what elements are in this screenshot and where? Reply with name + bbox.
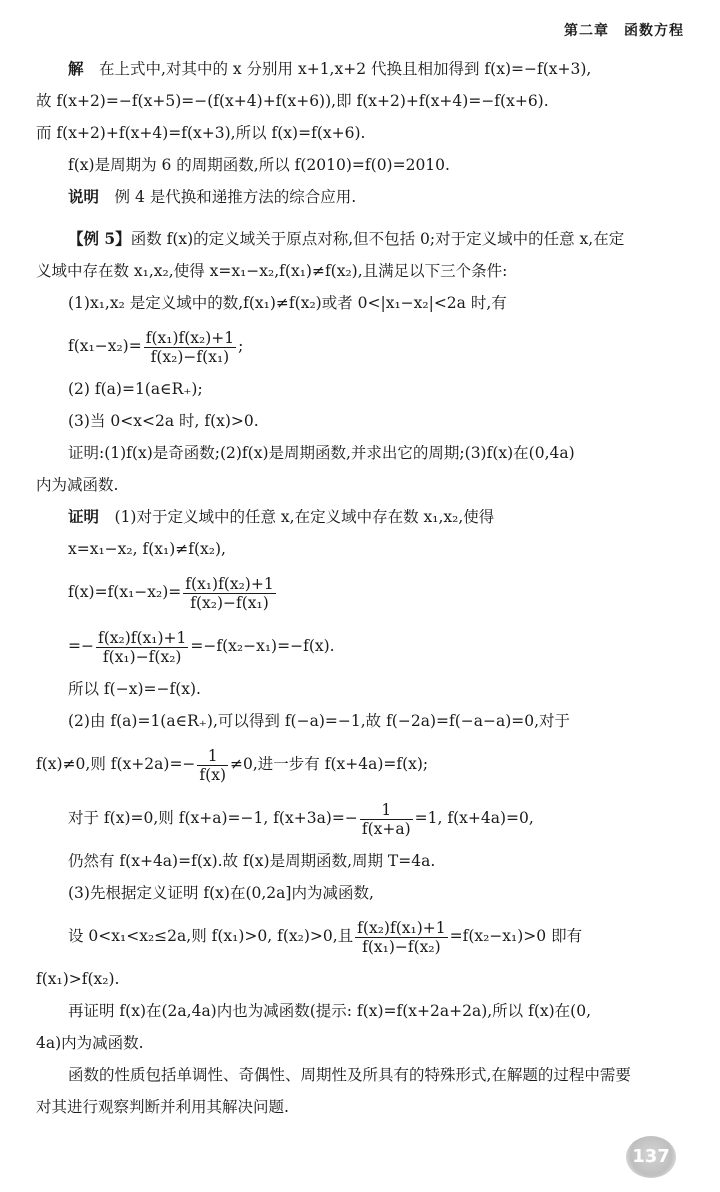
condition-3: (3)当 0<x<2a 时, f(x)>0. [68,412,259,430]
solution-line-1: 解 在上式中,对其中的 x 分别用 x+1,x+2 代换且相加得到 f(x)=−f(x+3), [68,59,592,78]
proof-formula-4: 对于 f(x)=0,则 f(x+a)=−1, f(x+3a)=− $\frac{1}{f(x+a)}$ =1, f(x+4a)=0, [68,800,534,838]
proof-line-13: 再证明 f(x)在(2a,4a)内也为减函数(提示: f(x)=f(x+2a+2a),所以 f(x)在(0, [68,1002,591,1020]
proof-line-5: 所以 f(−x)=−f(x). [68,680,201,698]
example5-line-1: 【例 5】函数 f(x)的定义域关于原点对称,但不包括 0;对于定义域中的任意 x,在定 [68,229,625,248]
question-line-2: 内为减函数. [36,476,119,494]
summary-line-2: 对其进行观察判断并利用其解决问题. [36,1098,289,1116]
solution-line-2: 故 f(x+2)=−f(x+5)=−(f(x+4)+f(x+6)),即 f(x+2)+f(x+4)=−f(x+6). [36,92,549,110]
chapter-header: 第二章 函数方程 [564,23,684,39]
proof-line-12: f(x₁)>f(x₂). [36,970,120,988]
fraction: $\frac{\text{f(x₂)f(x₁)+1}}{\text{f(x₁)−f(x₂)}}$ [97,628,187,666]
fraction: $\frac{1}{f(x)}$ [199,746,226,784]
condition-2: (2) f(a)=1(a∈R₊); [68,380,203,398]
proof-line-10: (3)先根据定义证明 f(x)在(0,2a]内为减函数, [68,884,374,902]
note-label: 说明 [68,187,100,206]
proof-formula-1: f(x)=f(x₁−x₂)= $\frac{\text{f(x₁)f(x₂)+1}}{\text{f(x₂)−f(x₁)}}$ [68,574,274,612]
solution-line-3: 而 f(x+2)+f(x+4)=f(x+3),所以 f(x)=f(x+6). [36,124,366,142]
solution-line-4: f(x)是周期为 6 的周期函数,所以 f(2010)=f(0)=2010. [68,156,450,174]
condition-1-formula: f(x₁−x₂)= $\frac{\text{f(x₁)f(x₂)+1}}{\text{f(x₂)−f(x₁)}}$ ; [68,328,244,366]
proof-line-14: 4a)内为减函数. [36,1034,144,1052]
proof-formula-3: f(x)≠0,则 f(x+2a)=− $\frac{1}{f(x)}$ ≠0,进一步有 f(x+4a)=f(x); [36,746,429,784]
condition-1: (1)x₁,x₂ 是定义域中的数,f(x₁)≠f(x₂)或者 0<|x₁−x₂|<2a 时,有 [68,294,507,312]
proof-line-6: (2)由 f(a)=1(a∈R₊),可以得到 f(−a)=−1,故 f(−2a)=f(−a−a)=0,对于 [68,712,571,730]
example5-line-2: 义域中存在数 x₁,x₂,使得 x=x₁−x₂,f(x₁)≠f(x₂),且满足以下三个条件: [36,262,508,280]
page-number: 137 [626,1136,676,1178]
fraction: $\frac{\text{f(x₂)f(x₁)+1}}{\text{f(x₁)−f(x₂)}}$ [357,918,446,956]
question-line-1: 证明:(1)f(x)是奇函数;(2)f(x)是周期函数,并求出它的周期;(3)f(x)在(0,4a) [68,444,575,462]
proof-line-9: 仍然有 f(x+4a)=f(x).故 f(x)是周期函数,周期 T=4a. [68,852,436,870]
proof-formula-2: =− $\frac{\text{f(x₂)f(x₁)+1}}{\text{f(x₁)−f(x₂)}}$ =−f(x₂−x₁)=−f(x). [68,628,335,666]
fraction: $\frac{\text{f(x₁)f(x₂)+1}}{\text{f(x₂)−f(x₁)}}$ [185,574,274,612]
summary-line-1: 函数的性质包括单调性、奇偶性、周期性及所具有的特殊形式,在解题的过程中需要 [68,1066,631,1084]
proof-line-1: 证明 (1)对于定义域中的任意 x,在定义域中存在数 x₁,x₂,使得 [68,507,495,526]
fraction: $\frac{\text{f(x₁)f(x₂)+1}}{\text{f(x₂)−f(x₁)}}$ [145,328,235,366]
note-line: 说明 例 4 是代换和递推方法的综合应用. [68,187,357,206]
page-body [36,58,688,1128]
fraction: $\frac{1}{f(x+a)}$ [361,800,411,838]
proof-line-2: x=x₁−x₂, f(x₁)≠f(x₂), [68,540,226,558]
proof-formula-5: 设 0<x₁<x₂≤2a,则 f(x₁)>0, f(x₂)>0,且 $\frac{\text{f(x₂)f(x₁)+1}}{\text{f(x₁)−f(x₂)}}$ =f(x₂−x₁)>0 即有 [68,918,583,956]
solution-label: 解 [68,59,84,78]
proof-label: 证明 [68,507,100,526]
example5-label: 【例 5】 [68,229,131,248]
